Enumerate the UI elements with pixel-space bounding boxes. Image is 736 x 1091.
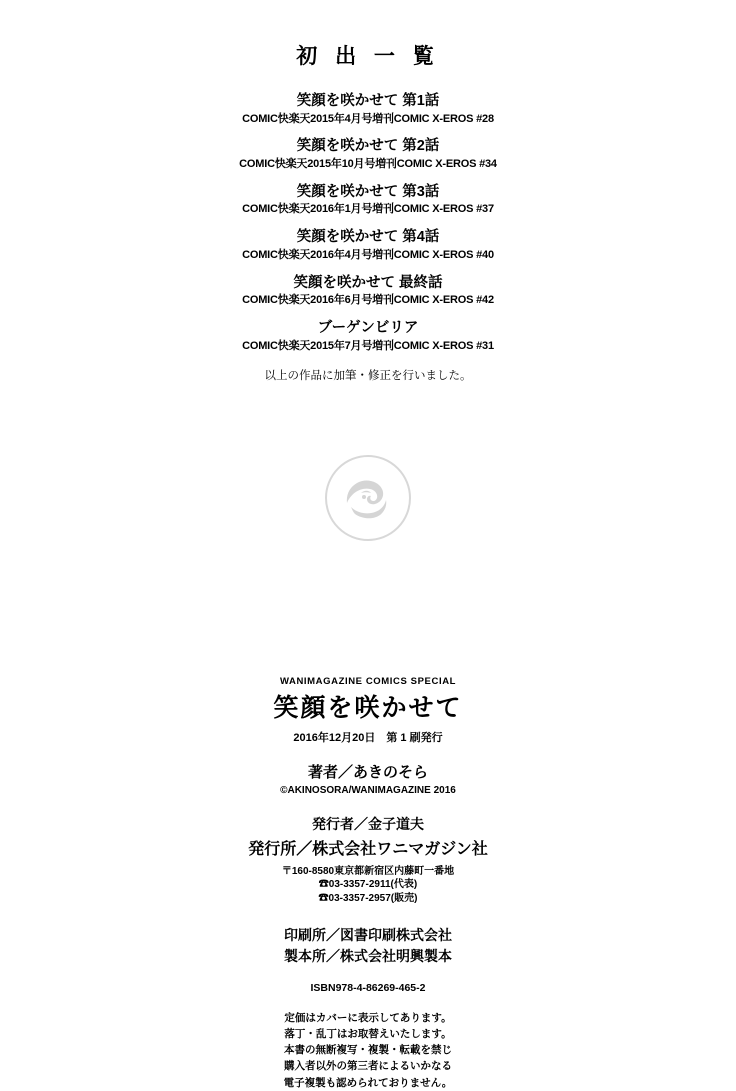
publisher-tel-sales: ☎03-3357-2957(販売) <box>318 893 418 904</box>
legal-line: 電子複製も認められておりません。 <box>283 1076 453 1089</box>
section-title: 初 出 一 覧 <box>296 45 440 68</box>
entry-title: 笑顔を咲かせて 第4話 <box>296 229 440 246</box>
publication-date: 2016年12月20日 第 1 刷発行 <box>293 731 443 744</box>
entry-title: 笑顔を咲かせて 第1話 <box>296 93 440 109</box>
entry-title: ブーゲンビリア <box>317 320 419 337</box>
publisher-logo <box>0 455 736 541</box>
printer-line: 印刷所／図書印刷株式会社 <box>284 926 452 943</box>
publisher-address: 〒160-8580東京都新宿区内藤町一番地 <box>281 865 455 877</box>
publisher-tel-main: ☎03-3357-2911(代表) <box>318 878 418 890</box>
legal-notice <box>0 1010 736 1091</box>
list-item <box>0 92 736 126</box>
colophon-section <box>0 676 736 1091</box>
entry-source: COMIC快楽天2015年10月号増刊COMIC X-EROS #34 <box>239 157 497 170</box>
entry-title: 笑顔を咲かせて 第2話 <box>296 138 440 155</box>
legal-line: 購入者以外の第三者によるいかなる <box>284 1060 452 1073</box>
entry-source: COMIC快楽天2016年6月号増刊COMIC X-EROS #42 <box>242 294 494 307</box>
legal-line: 定価はカバーに表示してあります。 <box>284 1011 452 1024</box>
entry-title: 笑顔を咲かせて 最終話 <box>293 274 443 291</box>
author-line: 著者／あきのそら <box>307 763 428 781</box>
legal-line: 本書の無断複写・複製・転載を禁じ <box>284 1044 452 1057</box>
entry-title: 笑顔を咲かせて 第3話 <box>296 183 440 200</box>
list-item <box>0 137 736 171</box>
publisher-person: 発行者／金子道夫 <box>312 815 424 832</box>
page-title: 笑顔を咲かせて <box>273 694 463 722</box>
wanimagazine-dragon-icon <box>325 455 411 541</box>
entry-source: COMIC快楽天2015年4月号増刊COMIC X-EROS #28 <box>242 112 494 125</box>
first-appearance-section <box>0 40 736 383</box>
list-item <box>0 183 736 217</box>
revision-note: 以上の作品に加筆・修正を行いました。 <box>264 370 472 383</box>
isbn-number: ISBN978-4-86269-465-2 <box>310 981 426 994</box>
bookbinder-line: 製本所／株式会社明興製本 <box>284 947 452 964</box>
imprint-label: WANIMAGAZINE COMICS SPECIAL <box>279 676 457 687</box>
list-item <box>0 228 736 262</box>
copyright-line: ©AKINOSORA/WANIMAGAZINE 2016 <box>280 784 456 796</box>
list-item <box>0 319 736 353</box>
legal-line: 落丁・乱丁はお取替えいたします。 <box>284 1027 452 1040</box>
entry-source: COMIC快楽天2015年7月号増刊COMIC X-EROS #31 <box>242 339 494 352</box>
entry-source: COMIC快楽天2016年4月号増刊COMIC X-EROS #40 <box>242 248 494 261</box>
printing-block <box>0 925 736 967</box>
publisher-company: 発行所／株式会社ワニマガジン社 <box>248 840 488 858</box>
entry-source: COMIC快楽天2016年1月号増刊COMIC X-EROS #37 <box>242 203 494 216</box>
list-item <box>0 274 736 308</box>
